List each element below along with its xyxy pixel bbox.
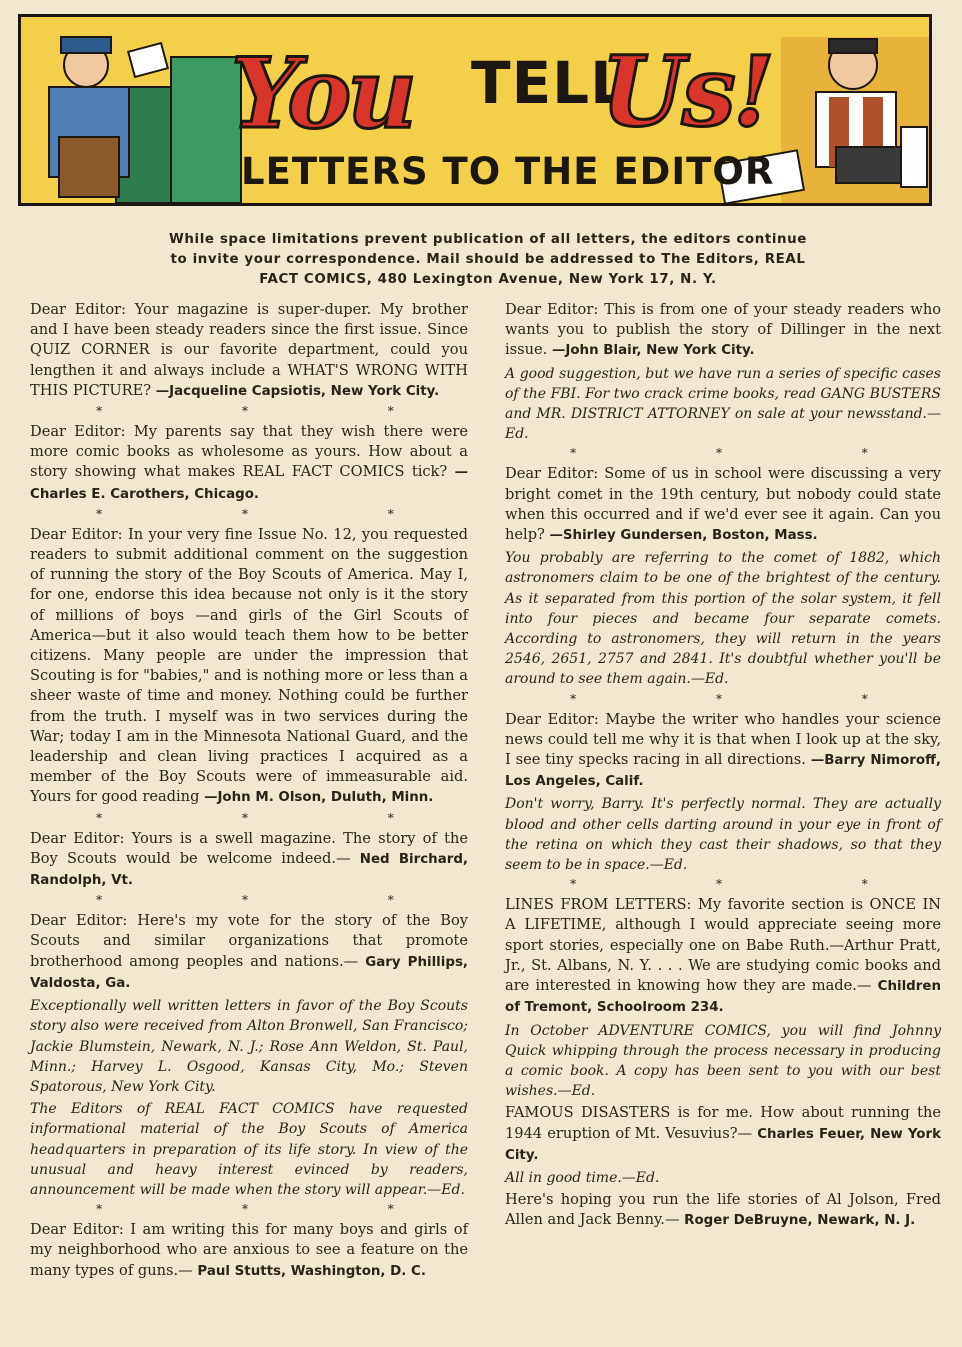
letter-text: FAMOUS DISASTERS is for me. How about running the 1944 eruption of Mt. Vesuvius?—: [505, 1104, 941, 1142]
section-separator: * * *: [96, 1202, 462, 1217]
letter-signature: —John Blair, New York City.: [551, 343, 755, 359]
letter-text: Dear Editor: Some of us in school were discussing a very bright comet in the 19th century, but nobody could state when this occurred and if we'd ever see it again. Can you help?: [505, 465, 941, 544]
letter: [505, 300, 941, 362]
letter-text: Here's hoping you run the life stories of Al Jolson, Fred Allen and Jack Benny.—: [505, 1191, 941, 1229]
editor-reply: A good suggestion, but we have run a series of specific cases of the FBI. For two crack crime books, read GANG BUSTERS and MR. DISTRICT ATTORNEY on sale at your newsstand.—Ed.: [505, 365, 941, 443]
letter-signature: Gary Phillips, Valdosta, Ga.: [30, 954, 469, 991]
section-separator: * * *: [96, 404, 462, 419]
letter-text: Dear Editor: Your magazine is super-duper. My brother and I have been steady readers since the first issue. Since QUIZ CORNER is our favorite department, could you lengthen it and always include a WHAT'S WRONG WITH THIS PICTURE?: [30, 301, 468, 399]
letter-text: Dear Editor: Maybe the writer who handles your science news could tell me why it is that when I look up at the sky, I see tiny specks racing in all directions.: [505, 710, 941, 769]
banner-subtitle: LETTERS TO THE EDITOR: [241, 150, 775, 193]
section-separator: * * *: [570, 877, 936, 892]
editor-reply: You probably are referring to the comet of 1882, which astronomers claim to be one of the brightest of the century. As it separated from this portion of the solar system, it fell into four pieces and became four separate comets. According to astronomers, they will return in the years 2546, 2651, 2757 and 2841. It's doubtful whether you'll be around to see them again.—Ed.: [505, 550, 941, 688]
letter-signature: —Jacqueline Capsiotis, New York City.: [155, 383, 440, 399]
letter: [30, 525, 468, 809]
letter-text: Dear Editor: In your very fine Issue No. 12, you requested readers to submit additional comment on the suggestion of running the story of the Boy Scouts of America. May I, for one, endorse this idea because not only is it the story of millions of boys —and girls of the Girl Scouts of America—but it also would teach them how to be better citizens. Many people are under the impression that Scouting is for "babies," and is nothing more or less than a sheer waste of time and money. Nothing could be further from the truth. I myself was in two services during the War; today I am in the Minnesota National Guard, and the leadership and clean living practices I acquired as a member of the Boy Scouts were of immeasurable aid. Yours for good reading: [30, 525, 468, 806]
letter-signature: Children of Tremont, Schoolroom 234.: [505, 979, 941, 1016]
editor-reply: The Editors of REAL FACT COMICS have requested informational material of the Boy Scouts of America headquarters in preparation of its life story. In view of the unusual and heavy interest evinced by readers, announcement will be made when the story will appear.—Ed.: [30, 1101, 468, 1198]
letter-signature: Ned Birchard, Randolph, Vt.: [30, 851, 468, 889]
letter-signature: —Shirley Gundersen, Boston, Mass.: [549, 528, 818, 544]
letter-text: Dear Editor: I am writing this for many boys and girls of my neighborhood who are anxious to see a feature on the many types of guns.—: [30, 1221, 468, 1279]
letter-signature: Paul Stutts, Washington, D. C.: [197, 1263, 426, 1279]
letter-signature: Roger DeBruyne, Newark, N. J.: [684, 1213, 916, 1229]
letter: [30, 829, 468, 892]
letter: [30, 300, 468, 402]
banner-title-you: You: [231, 37, 414, 150]
letter: [30, 911, 468, 994]
letter: [505, 895, 941, 1018]
banner-title-tell: TELL: [471, 49, 629, 117]
letter-text: Dear Editor: Here's my vote for the story of the Boy Scouts and similar organizations that promote brotherhood among peoples and nations.—: [30, 912, 468, 970]
section-separator: * * *: [96, 893, 462, 908]
section-separator: * * *: [96, 506, 462, 521]
letter-signature: —Charles E. Carothers, Chicago.: [30, 465, 468, 502]
letter-text: Dear Editor: My parents say that they wish there were more comic books as wholesome as yours. How about a story showing what makes REAL FACT COMICS tick?: [30, 423, 468, 481]
letter-signature: —Barry Nimoroff, Los Angeles, Calif.: [505, 753, 941, 790]
letter-signature: Charles Feuer, New York City.: [505, 1126, 942, 1163]
editor-reply: Exceptionally well written letters in favor of the Boy Scouts story also were received from Alton Bronwell, San Francisco; Jackie Blumstein, Newark, N. J.; Rose Ann Weldon, St. Paul, Minn.; Harvey L. Osgood, Kansas City, Mo.; Steven Spatorous, New York City.: [30, 998, 468, 1095]
letter-text: Dear Editor: Yours is a swell magazine. The story of the Boy Scouts would be welcome indeed.—: [30, 829, 468, 867]
intro-notice: While space limitations prevent publication of all letters, the editors continue to invite your correspondence. Mail should be addressed to The Editors, REAL FACT COMICS, 480 Lexington Avenue, New York 17, N. Y.: [169, 232, 807, 287]
letter: [505, 464, 941, 546]
letter: [505, 710, 941, 793]
banner-title-us: Us!: [601, 35, 772, 148]
letter: [505, 1190, 941, 1231]
header-banner: [18, 14, 932, 206]
section-separator: * * *: [96, 810, 462, 825]
mailman-icon: [49, 37, 241, 203]
editor-reply: All in good time.—Ed.: [505, 1169, 660, 1186]
editor-reply: Don't worry, Barry. It's perfectly normal. They are actually blood and other cells darting around in your eye in front of the retina on which they cast their shadows, so that they seem to be in space.—Ed.: [505, 796, 941, 874]
letter: [505, 1103, 941, 1166]
section-separator: * * *: [570, 446, 936, 461]
letter-text: Dear Editor: This is from one of your steady readers who wants you to publish the story of Dillinger in the next issue.: [505, 301, 941, 359]
letter: [30, 422, 468, 505]
letter-signature: —John M. Olson, Duluth, Minn.: [204, 790, 434, 806]
section-separator: * * *: [570, 691, 936, 706]
letter: [30, 1220, 468, 1282]
editor-reply: In October ADVENTURE COMICS, you will find Johnny Quick whipping through the process necessary in producing a comic book. A copy has been sent to you with our best wishes.—Ed.: [505, 1022, 941, 1100]
letters-right-column: [505, 300, 941, 1234]
letter-text: LINES FROM LETTERS: My favorite section is ONCE IN A LIFETIME, although I would appreciate seeing more sport stories, especially one on Babe Ruth.—Arthur Pratt, Jr., St. Albans, N. Y. . . . We are studying comic books and are interested in knowing how they are made.—: [505, 896, 941, 995]
letters-left-column: [30, 300, 468, 1284]
